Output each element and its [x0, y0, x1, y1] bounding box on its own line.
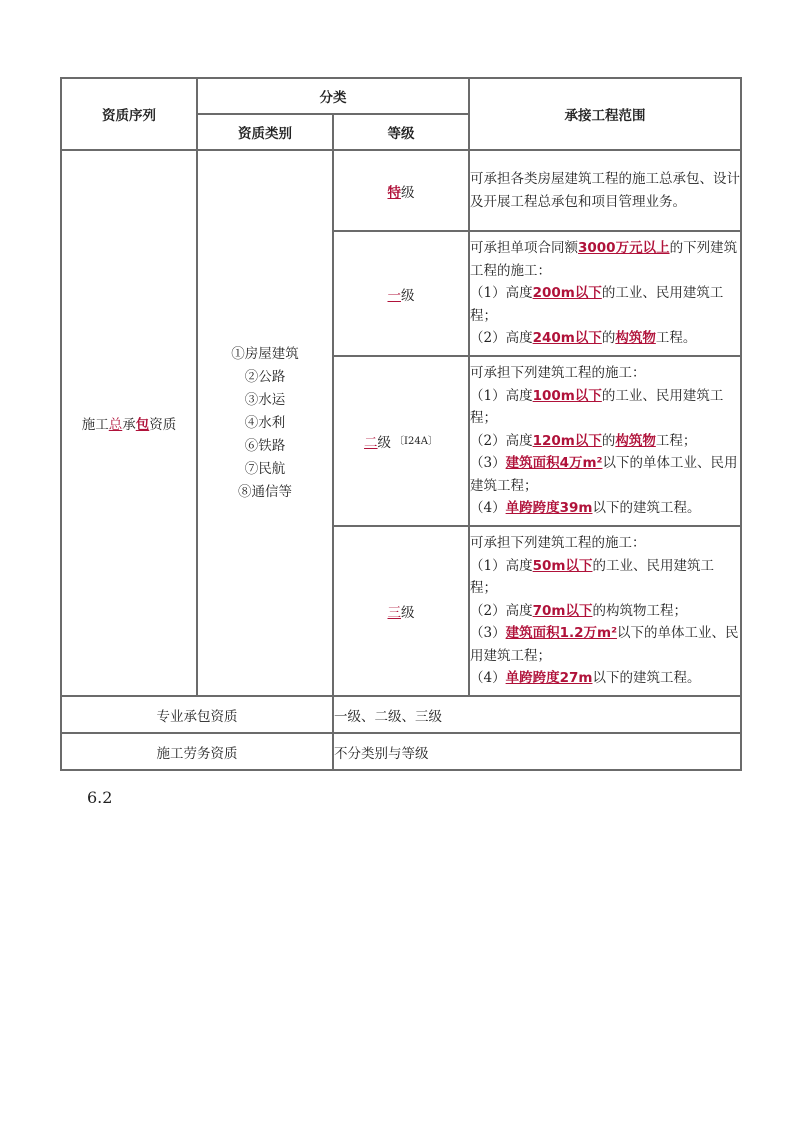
- level-special: 特级: [333, 150, 469, 231]
- level-third: 三级: [333, 526, 469, 696]
- header-type: 资质类别: [197, 114, 333, 150]
- type-item: ①房屋建筑: [231, 345, 299, 362]
- header-series: 资质序列: [61, 78, 197, 150]
- specialty-series: 专业承包资质: [61, 696, 333, 733]
- header-level: 等级: [333, 114, 469, 150]
- scope-second: 可承担下列建筑工程的施工： （1）高度100m以下的工业、民用建筑工程； （2）高度120m以下的构筑物工程； （3）建筑面积4万m²以下的单体工业、民用建筑工程； （4）单跨跨度39m以下的建筑工程。: [469, 356, 741, 526]
- exam-note: 〔Ⅰ24A〕: [394, 436, 438, 447]
- section-number: 6.2: [87, 788, 113, 807]
- type-item: ②公路: [244, 368, 286, 385]
- labor-series: 施工劳务资质: [61, 733, 333, 770]
- scope-first: 可承担单项合同额3000万元以上的下列建筑工程的施工： （1）高度200m以下的工业、民用建筑工程； （2）高度240m以下的构筑物工程。: [469, 231, 741, 356]
- scope-special: 可承担各类房屋建筑工程的施工总承包、设计及开展工程总承包和项目管理业务。: [469, 150, 741, 231]
- labor-levels: 不分类别与等级: [333, 733, 741, 770]
- general-contracting-series: 施工总承包资质: [61, 150, 197, 696]
- scope-third: 可承担下列建筑工程的施工： （1）高度50m以下的工业、民用建筑工程； （2）高度70m以下的构筑物工程； （3）建筑面积1.2万m²以下的单体工业、民用建筑工程； （4）单跨跨度27m以下的建筑工程。: [469, 526, 741, 696]
- qualification-table: [60, 77, 742, 771]
- header-category: 分类: [197, 78, 469, 114]
- qualification-types: [197, 150, 333, 696]
- level-first: 一级: [333, 231, 469, 356]
- type-item: ⑥铁路: [244, 437, 286, 454]
- level-second: 二级 $^{〔Ⅰ24A〕}$: [333, 356, 469, 526]
- type-item: ⑦民航: [244, 460, 286, 477]
- type-item: ③水运: [244, 391, 286, 408]
- type-item: ⑧通信等: [238, 483, 292, 500]
- specialty-levels: 一级、二级、三级: [333, 696, 741, 733]
- type-item: ④水利: [244, 414, 286, 431]
- header-scope: 承接工程范围: [469, 78, 741, 150]
